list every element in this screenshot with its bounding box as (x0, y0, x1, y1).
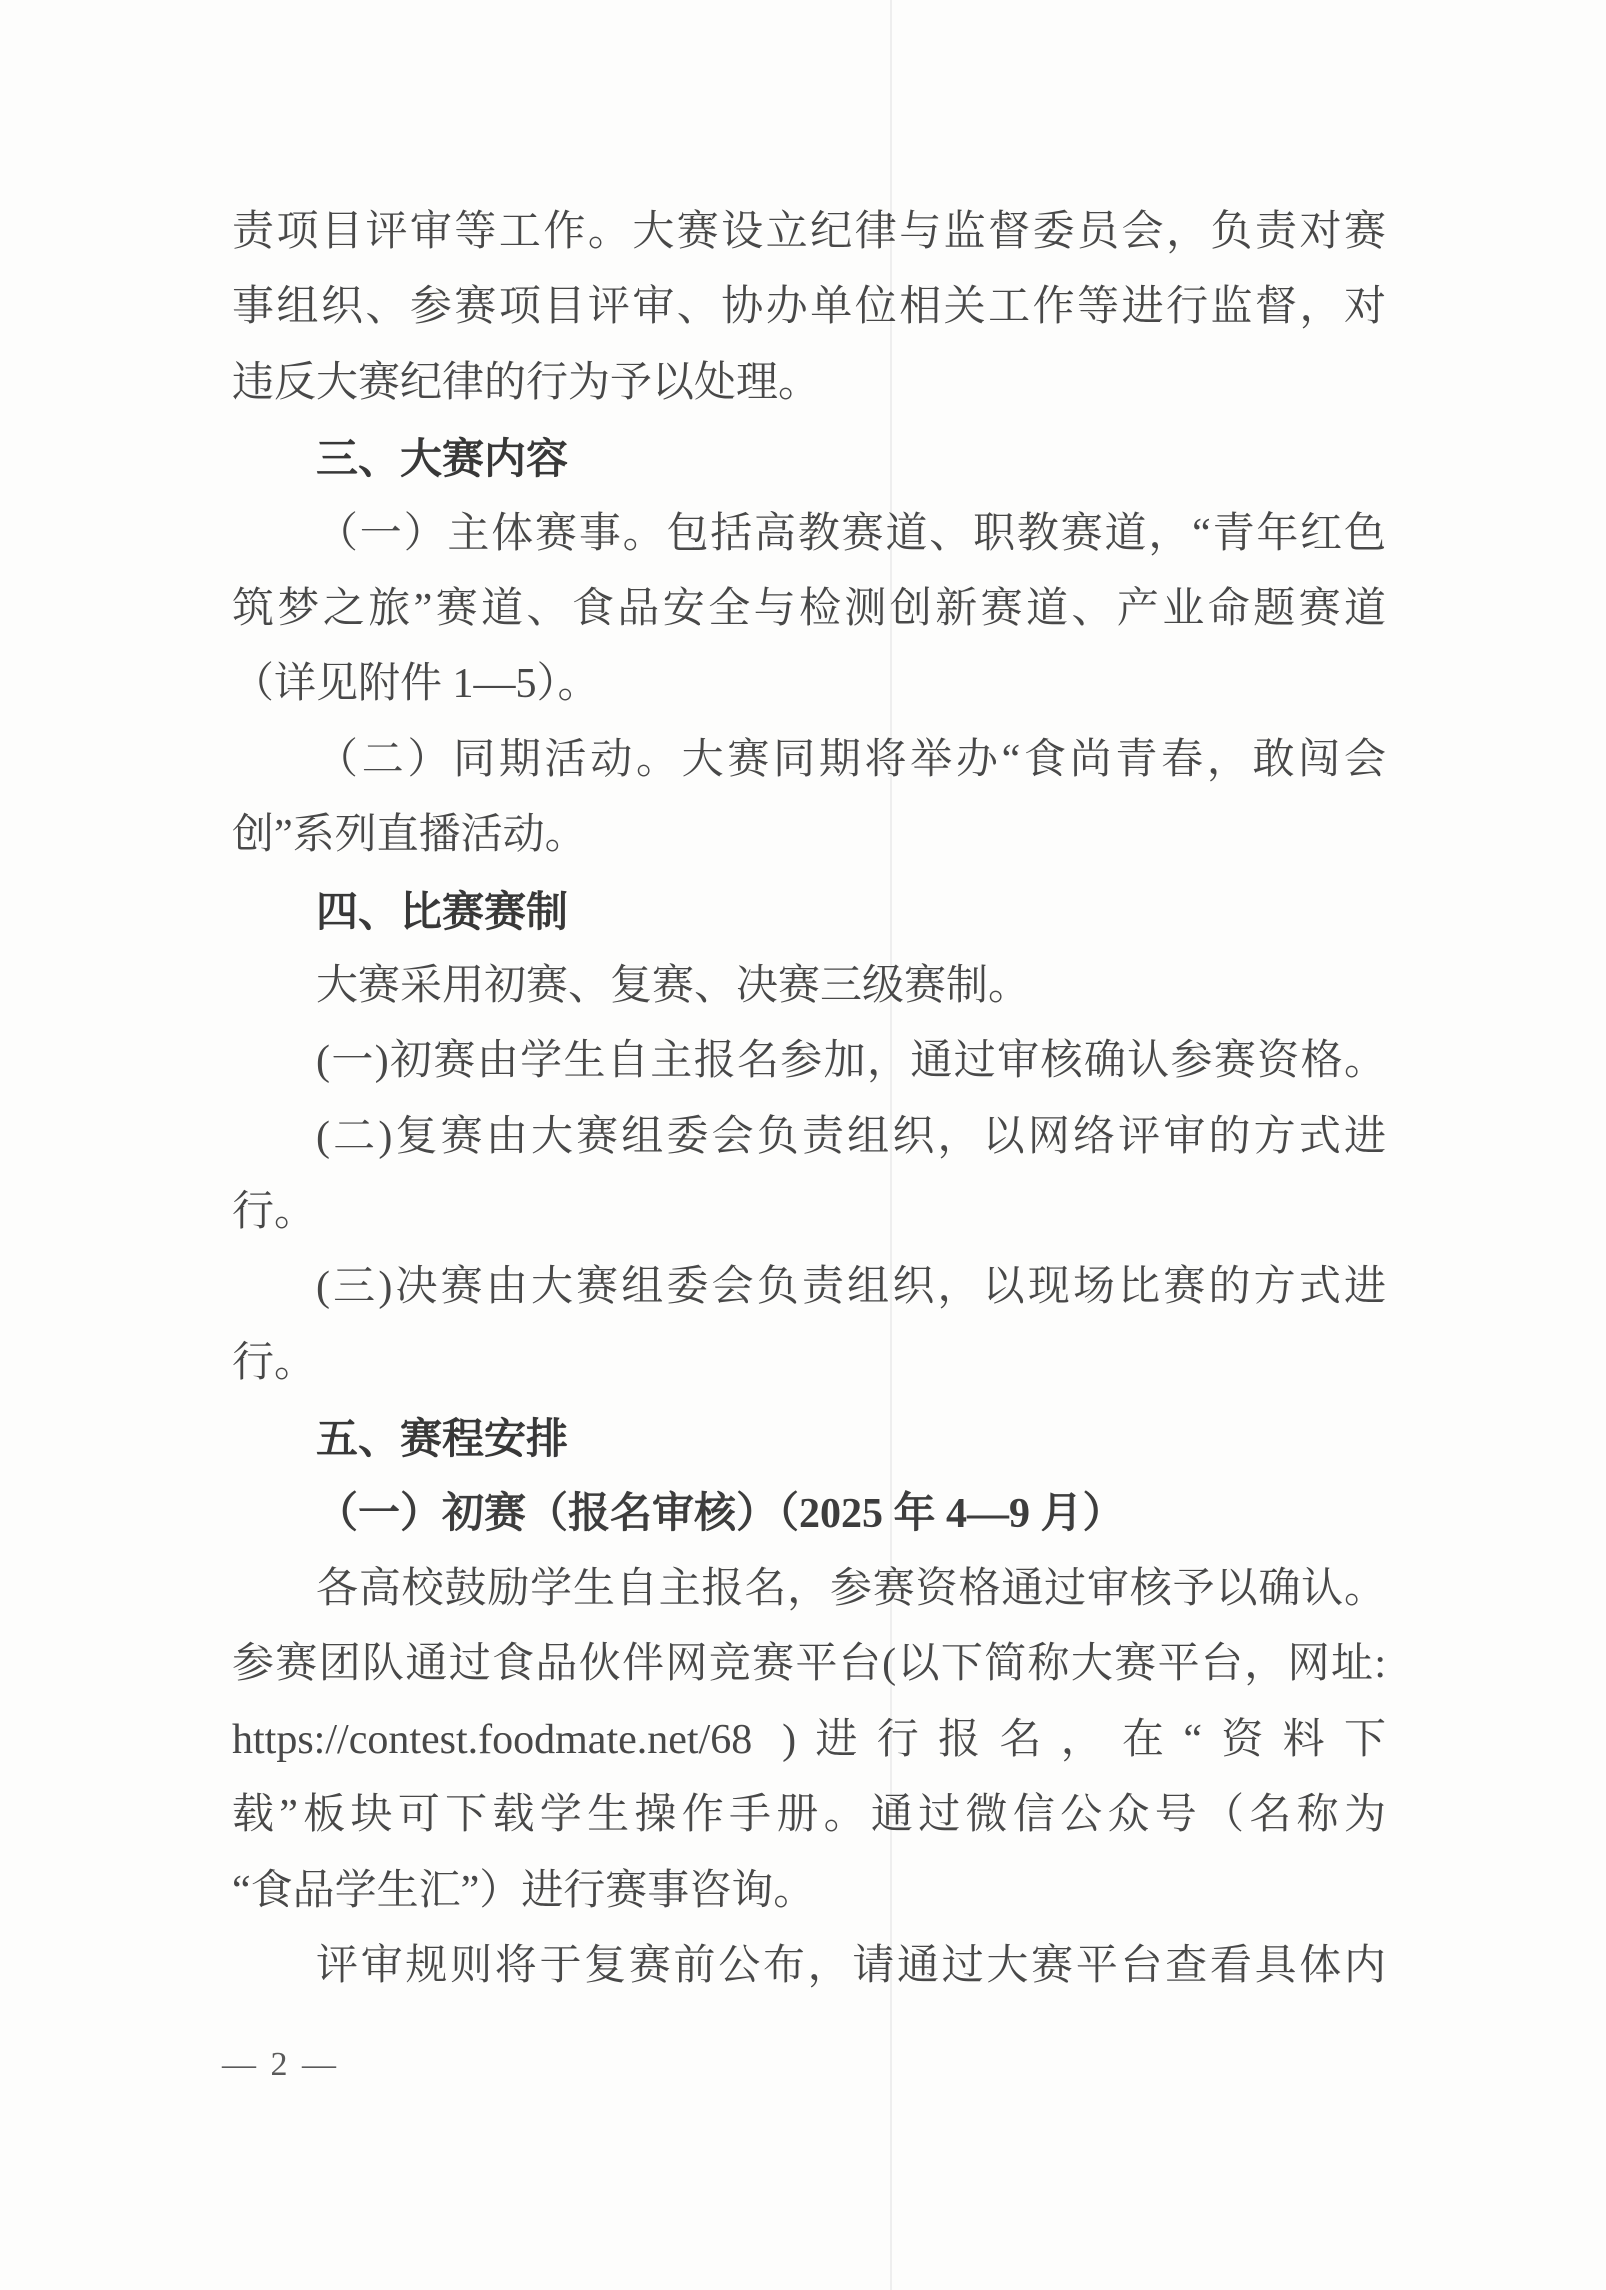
body-line-20: 参赛团队通过食品伙伴网竞赛平台(以下简称大赛平台，网址: (232, 1641, 1386, 1688)
section-5-heading: 五、赛程安排 (316, 1415, 569, 1463)
body-line-12: (一)初赛由学生自主报名参加，通过审核确认参赛资格。 (316, 1038, 1386, 1085)
section-4-heading: 四、比赛赛制 (316, 887, 569, 935)
body-line-2: 事组织、参赛项目评审、协办单位相关工作等进行监督，对 (232, 284, 1386, 331)
body-line-24: 评审规则将于复赛前公布，请通过大赛平台查看具体内 (316, 1942, 1386, 1989)
body-line-8: （二）同期活动。大赛同期将举办“食尚青春，敢闯会 (316, 736, 1386, 783)
body-line-23: “食品学生汇”）进行赛事咨询。 (232, 1867, 816, 1914)
body-line-7: （详见附件 1—5）。 (232, 661, 600, 708)
body-line-21-url: https://contest.foodmate.net/68 )进行报名，在“资料下 (232, 1716, 1386, 1763)
body-line-16: 行。 (232, 1339, 317, 1386)
body-line-11: 大赛采用初赛、复赛、决赛三级赛制。 (316, 962, 1031, 1009)
body-line-6: 筑梦之旅”赛道、食品安全与检测创新赛道、产业命题赛道 (232, 585, 1386, 632)
page-number: — 2 — (222, 2046, 339, 2083)
body-line-14: 行。 (232, 1189, 317, 1236)
body-line-13: (二)复赛由大赛组委会负责组织，以网络评审的方式进 (316, 1113, 1386, 1160)
body-line-3: 违反大赛纪律的行为予以处理。 (232, 359, 821, 406)
document-body (232, 195, 1386, 2004)
body-line-22: 载”板块可下载学生操作手册。通过微信公众号（名称为 (232, 1792, 1386, 1839)
body-line-5: （一）主体赛事。包括高教赛道、职教赛道，“青年红色 (316, 510, 1386, 557)
body-line-19: 各高校鼓励学生自主报名，参赛资格通过审核予以确认。 (316, 1566, 1386, 1613)
body-line-1: 责项目评审等工作。大赛设立纪律与监督委员会，负责对赛 (232, 209, 1386, 255)
body-line-9: 创”系列直播活动。 (232, 812, 587, 859)
body-line-15: (三)决赛由大赛组委会负责组织，以现场比赛的方式进 (316, 1264, 1386, 1311)
section-3-heading: 三、大赛内容 (316, 435, 569, 483)
subsection-1-heading: （一）初赛（报名审核）（2025 年 4—9 月） (316, 1490, 1125, 1537)
